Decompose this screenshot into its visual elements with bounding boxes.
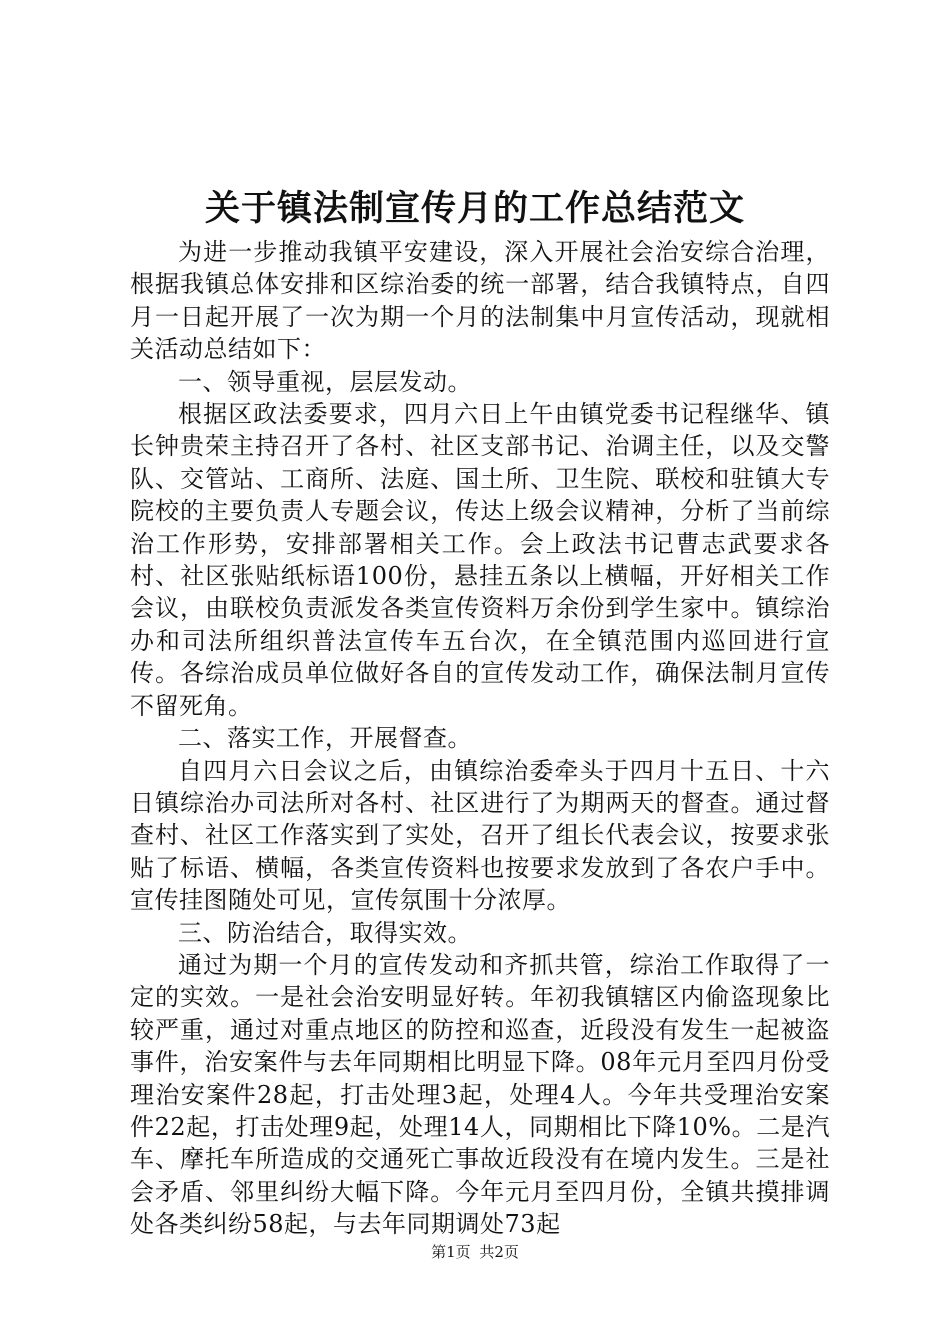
- section-paragraph-1: 根据区政法委要求，四月六日上午由镇党委书记程继华、镇长钟贵荣主持召开了各村、社区支部书记、治调主任，以及交警队、交管站、工商所、法庭、国土所、卫生院、联校和驻镇大专院校的主要负责人专题会议，传达上级会议精神，分析了当前综治工作形势，安排部署相关工作。会上政法书记曹志武要求各村、社区张贴纸标语100份，悬挂五条以上横幅，开好相关工作会议，由联校负责派发各类宣传资料万余份到学生家中。镇综治办和司法所组织普法宣传车五台次，在全镇范围内巡回进行宣传。各综治成员单位做好各自的宣传发动工作，确保法制月宣传不留死角。: [130, 400, 830, 720]
- page-number: 第1页: [431, 1243, 471, 1261]
- page-total: 共2页: [479, 1243, 519, 1261]
- document-title: 关于镇法制宣传月的工作总结范文: [204, 188, 745, 229]
- page-footer: [0, 1242, 950, 1262]
- section-heading-1: 一、领导重视，层层发动。: [178, 367, 472, 396]
- intro-paragraph: 为进一步推动我镇平安建设，深入开展社会治安综合治理，根据我镇总体安排和区综治委的统一部署，结合我镇特点，自四月一日起开展了一次为期一个月的法制集中月宣传活动，现就相关活动总结如下：: [130, 238, 830, 364]
- document-body: [130, 236, 830, 1241]
- section-paragraph-2: 自四月六日会议之后，由镇综治委牵头于四月十五日、十六日镇综治办司法所对各村、社区进行了为期两天的督查。通过督查村、社区工作落实到了实处，召开了组长代表会议，按要求张贴了标语、横幅，各类宣传资料也按要求发放到了各农户手中。宣传挂图随处可见，宣传氛围十分浓厚。: [130, 756, 830, 915]
- section-heading-2: 二、落实工作，开展督查。: [178, 724, 472, 753]
- section-heading-3: 三、防治结合，取得实效。: [178, 918, 472, 947]
- section-paragraph-3: 通过为期一个月的宣传发动和齐抓共管，综治工作取得了一定的实效。一是社会治安明显好转。年初我镇辖区内偷盗现象比较严重，通过对重点地区的防控和巡查，近段没有发生一起被盗事件，治安案件与去年同期相比明显下降。08年元月至四月份受理治安案件28起，打击处理3起，处理4人。今年共受理治安案件22起，打击处理9起，处理14人，同期相比下降10%。二是汽车、摩托车所造成的交通死亡事故近段没有在境内发生。三是社会矛盾、邻里纠纷大幅下降。今年元月至四月份，全镇共摸排调处各类纠纷58起，与去年同期调处73起: [130, 950, 830, 1239]
